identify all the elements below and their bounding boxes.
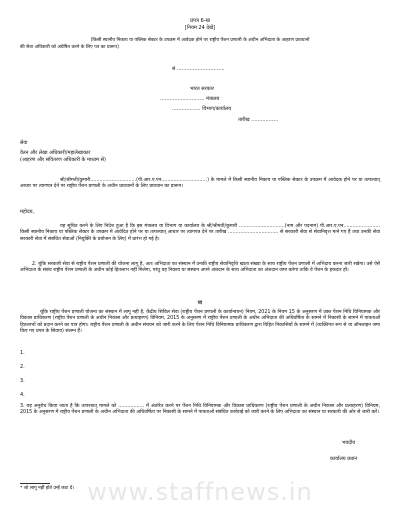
paragraph-4: 3. यह अनुरोध किया जाता है कि तत्पश्चात् मामले को ................. में अंतरित करने पर पेंशन निधि विनियामक और विकास प्राधिकरण (राष्ट्रीय पेंशन प्रणाली के अधीन निकास और प्रत्याहरण) विनियम, 2015 के अनुसरण में राष्ट्रीय पेंशन प्रणाली के अधीन अभिदाता की अधिवर्षिता पर निकासी के सामने में पात्रताओं संबंधित कार्रवाई को जारी करने के लिए अभिदाता का संस्थान या सरकारी की ओर से जारी करें।: [20, 404, 380, 416]
rule-reference: [नियम 24 देखें]: [184, 25, 216, 31]
closing-yours: भवदीय: [342, 440, 356, 446]
date-line: तारीख .................: [238, 117, 279, 123]
to-line-1: वेतन और लेखा अधिकारी/महालेखाकार: [20, 150, 91, 156]
reference-number: सं ..............................: [172, 66, 225, 72]
intro-line-2: की सेवा अधिकारी को अग्रेषित करने के लिए पत्र का प्रारूप]: [20, 45, 119, 50]
or-separator: या: [197, 300, 203, 306]
paragraph-3: चूंकि राष्ट्रीय पेंशन प्रणाली योजना का संस्थान में लागू नहीं है, केंद्रीय सिविल सेवा (राष्ट्रीय पेंशन प्रणाली के कार्यान्वयन) नियम, 2021 के नियम 15 के अनुसरण में उक्त पेंशन निधि विनियामक और विकास प्राधिकरण (राष्ट्रीय पेंशन प्रणाली के अधीन निकास और प्रत्याहरण) विनियम, 2015 के अनुसरण में राष्ट्रीय पेंशन प्रणाली के अधीन अभिदाता की अधिवर्षिता के सामने में निकासी के सामने में पात्रताओं हितलाभों को प्रदान करने का पात्र होगा। राष्ट्रीय पेंशन प्रणाली के अधीन संचयन को जारी करने के लिए पेंशन निधि विनियामक प्राधिकरण द्वारा विहित निकासियों के सामने में (व्यक्तिगत रूप से या ऑनलाइन जमा किए गए प्रपत्र के सिवाय) संलग्न हैं।: [20, 310, 380, 335]
closing-designation: कार्यालय प्रधान: [330, 456, 358, 462]
list-item: 4.: [20, 392, 25, 398]
to-line-2: (आहरण और संवितरण अधिकारी के माध्यम से): [20, 157, 106, 163]
govt-label: भारत सरकार: [190, 86, 214, 92]
paragraph-1: यह सूचित करने के लिए निदेश हुआ है कि इस मंत्रालय या विभाग या कार्यालय के श्री/श्रीमती/कुमारी ..............................(नाम और पदनाम) पी.आर.ए.एन........................ किसी स्थानीय निकाय या पब्लिक सेक्टर के उपक्रम में आवेदित होने पर या तत्पश्चात् आधार पर त्यागपत्र देने पर तारीख ................................. से सरकारी सेवा से सेवानिवृत्त माने गए हैं तथा उनकी सेवा सरकारी सेवा में संबंधित सेवाओं (नियुक्ति के प्रयोजन के लिए) में प्रारंभ हो गई है।: [20, 224, 380, 242]
to-label: सेवा: [20, 140, 28, 146]
form-number: प्रपत्र 6-ख: [190, 18, 210, 24]
salutation: महोदय,: [20, 209, 35, 215]
paragraph-2: 2. चूंकि सरकारी सेवा से राष्ट्रीय पेंशन प्रणाली की योजना लागू है, अतः अभिदाता का संस्थान में उनकी राष्ट्रीय सेवानिवृत्ति खाता संख्या के साथ राष्ट्रीय पेंशन प्रणाली में अभिदाय करना जारी रखेगा। उसे ऐसे अभिदाता के संबंध राष्ट्रीय पेंशन प्रणाली के अधीन कोई हितलाभ नहीं मिलेगा, परंतु वह निकाय या संस्थान अपने अंशदान के साथ अभिदाता का अंशदान जमा करेगा ताकि वे पेंशन के हकदार हों।: [20, 262, 380, 274]
list-item: 2.: [20, 364, 25, 370]
ministry-line: ............................ मंत्रालय: [160, 96, 220, 102]
list-item: 1.: [20, 350, 25, 356]
list-item: 3.: [20, 378, 25, 384]
subject-paragraph: श्री/श्रीमती/कुमारी..............................(पी.आर.ए.एन..............................) के मामले में किसी स्थानीय निकाय या पब्लिक सेक्टर के उपक्रम में आवेदक होने पर या तत्पश्चात् आधार पर त्यागपत्र देने पर राष्ट्रीय पेंशन प्रणाली के अधीन प्रावधानों के लिए प्रावधान का प्रारूप।: [20, 178, 380, 190]
department-line: .................. विभाग/कार्यालय: [172, 106, 232, 112]
watermark: www.staffnews.in: [87, 478, 313, 506]
footnote: * जो लागू नहीं होते उन्हें काट दें।: [20, 486, 74, 491]
intro-line-1: [किसी स्थानीय निकाय या पब्लिक सेक्टर के उपक्रम में आवेदक होने पर राष्ट्रीय पेंशन प्रणाली के अधीन अभिदाता के आहरण प्रावधानों: [90, 38, 310, 43]
